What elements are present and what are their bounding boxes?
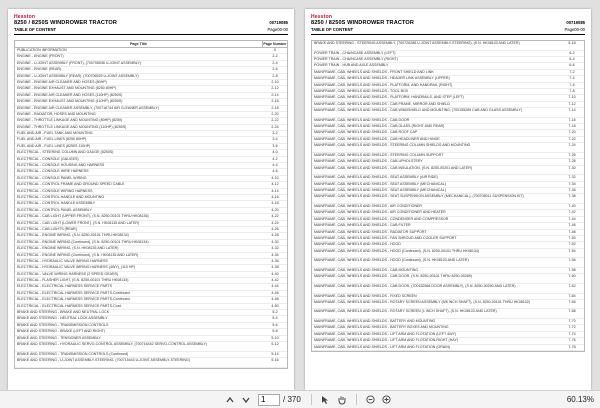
hand-icon [337, 395, 347, 405]
toc-entry-page: 4-2 [272, 156, 278, 161]
toc-entry-title: BRAKE AND STEERING - BRAKE (LEFT AND RIGHT) [17, 329, 105, 334]
toc-entry-page: 2-22 [271, 118, 279, 123]
toc-entry-title: ELECTRICAL - FLASHER LIGHT, (S.N. 8250-00101 THRU HK08134) [17, 278, 129, 283]
toc-entry-title: ELECTRICAL - CONSOLE WIRE HARNESS [17, 169, 89, 174]
toc-entry-page: 4-20 [271, 207, 279, 212]
toc-entry-title: ENGINE - ENGINE (FRONT) [17, 54, 64, 59]
toc-entry-title: BRAKE AND STEERING - HYDRAULIC SERVO-CONTROL ASSEMBLY, (700716442 SERVO-CONTROL ASSEMBLY) [17, 341, 207, 346]
toc-entry-page: 4-30 [271, 239, 279, 244]
toc-row[interactable] [312, 143, 584, 153]
toc-entry-title: ENGINE - U-JOINT ASSEMBLY (REAR), (700706525 U-JOINT ASSEMBLY) [17, 73, 139, 78]
toc-entry-title: ELECTRICAL - ENGINE WIRING, (S.N. 8250-00101 THRU HK08134) [17, 233, 129, 238]
toc-entry-title: ELECTRICAL - CONSOLE (GAUGES) [17, 156, 79, 161]
toc-entry-page: 5-12 [271, 341, 279, 346]
toc-entry-title: MAINFRAME, CAB, WHEELS AND SHIELDS - LIFT ARM AND FLOTATION-RIGHT (HAY) [314, 338, 459, 343]
toc-entry-title: MAINFRAME, CAB, WHEELS AND SHIELDS - CAB HEADLINER AND HINGE [314, 136, 440, 141]
toc-entry-page: 7-30 [568, 165, 576, 170]
toc-entry-page: 7-18 [568, 124, 576, 129]
toc-entry-title: MAINFRAME, CAB, WHEELS AND SHIELDS - CAB INSULATION, (S.N. 8250-00201 AND LATER) [314, 165, 473, 170]
toc-entry-page: 7-60 [568, 274, 576, 279]
toc-entry-title: ELECTRICAL - ENGINE WIRING (Continued), (S.N. HK08135 AND LATER) [17, 252, 139, 257]
toc-entry-page: 5-18 [568, 41, 576, 45]
toc-entry-title: MAINFRAME, CAB, WHEELS AND SHIELDS - CAB WINDSHIELD AND MOUNTING, (700155285 CAB AND GLASS ASSEMBLY) [314, 108, 523, 113]
toc-entry-page: 4-42 [271, 278, 279, 283]
toc-entry-page: 7-48 [568, 229, 576, 234]
document-title: 8250 / 8250S WINDROWER TRACTOR [14, 20, 117, 26]
toc-entry-title: ELECTRICAL - CONTROL FRAME AND GROUND SPEED CABLE [17, 182, 125, 187]
toc-entry-page: 2-18 [271, 105, 279, 110]
toc-entry-title: ENGINE - ENGINE AIR CLEANER ASSEMBLY, (700716744 AIR CLEANER ASSEMBLY) [17, 105, 160, 110]
toc-entry-title: BRAKE AND STEERING - NEUTRAL LOCK ASSEMBLY [17, 316, 108, 321]
document-subtitle: TABLE OF CONTENT [14, 27, 57, 32]
toc-entry-page: 4-0 [272, 150, 278, 155]
toc-entry-title: MAINFRAME, CAB, WHEELS AND SHIELDS - AIR CONDITIONER [314, 204, 423, 208]
toc-entry-page: 4-26 [271, 226, 279, 231]
toc-entry-page: 5-14 [271, 351, 279, 356]
toc-rows-right [312, 41, 584, 351]
toc-entry-page: 7-8 [569, 88, 575, 93]
toc-entry-page: 0 [274, 48, 276, 52]
document-code: 00719085 [566, 20, 585, 25]
toc-row[interactable] [312, 108, 584, 118]
toc-entry-title: ELECTRICAL - CAB LIGHT (UPPER FRONT), (S.N. 8250-00101 THRU HK08136) [17, 214, 149, 219]
toc-entry-title: MAINFRAME, CAB, WHEELS AND SHIELDS - SEAT ASSEMBLY (MECHANICAL) [314, 181, 446, 186]
minus-circle-icon [366, 395, 375, 404]
toc-entry-title: MAINFRAME, CAB, WHEELS AND SHIELDS - FRONT SHIELD AND LINK [314, 69, 434, 74]
toc-entry-page: 4-18 [271, 201, 279, 206]
toc-entry-page: 4-12 [271, 182, 279, 187]
header-rule [14, 34, 288, 35]
toc-entry-title: ELECTRICAL - CAB LIGHT (LOWER FRONT), (S.N. HK08135 AND LATER) [17, 220, 140, 225]
toc-entry-title: MAINFRAME, CAB, WHEELS AND SHIELDS - LIFT ARM AND FLOTATION (LEFT 4WY) [314, 331, 457, 336]
toc-entry-title: MAINFRAME, CAB, WHEELS AND SHIELDS - CAB UPHOLSTERY [314, 159, 423, 164]
toc-entry-page: 5-4 [272, 316, 278, 321]
toc-header-row [15, 41, 287, 48]
toc-entry-title: MAINFRAME, CAB, WHEELS AND SHIELDS - CAB GLASS (RIGHT AND REAR) [314, 124, 445, 129]
hand-tool-button[interactable] [334, 393, 350, 407]
toc-entry-title: MAINFRAME, CAB, WHEELS AND SHIELDS - HOOD [314, 242, 401, 247]
toc-entry-page: 7-2 [569, 69, 575, 74]
toc-entry-page: 5-8 [272, 329, 278, 334]
toc-entry-page: 4-22 [271, 214, 279, 219]
plus-circle-icon [382, 395, 391, 404]
next-page-button[interactable] [238, 393, 254, 407]
toc-entry-title: PUBLICATION INFORMATION [17, 48, 67, 52]
toc-entry-page: 7-20 [568, 130, 576, 135]
toc-entry-page: 4-44 [271, 284, 279, 289]
toc-entry-title: MAINFRAME, CAB, WHEELS AND SHIELDS - RADIATOR SUPPORT [314, 229, 427, 234]
toc-entry-page: 3-4 [272, 137, 278, 142]
toc-entry-title: MAINFRAME, CAB, WHEELS AND SHIELDS - CAB DOOR [314, 117, 410, 122]
toc-entry-page: 7-72 [568, 325, 576, 330]
toc-entry-title: MAINFRAME, CAB, WHEELS AND SHIELDS - SEAT ASSEMBLY (MECHANICAL) [314, 188, 446, 193]
toc-entry-title: POWER TRAIN - CHAINCASE ASSEMBLY (RIGHT) [314, 56, 398, 61]
toc-entry-page: 7-40 [568, 204, 576, 208]
toc-entry-title: ENGINE - U-JOINT ASSEMBLY (FRONT), (700706536 U-JOINT ASSEMBLY) [17, 60, 142, 65]
toc-entry-title: ELECTRICAL - ELECTRICAL HARNESS SERVICE PARTS-Continued [17, 290, 130, 295]
toc-entry-page: 4-4 [272, 163, 278, 168]
toc-row[interactable] [312, 194, 584, 204]
toc-entry-page: 6-4 [569, 56, 575, 61]
toc-entry-title: MAINFRAME, CAB, WHEELS AND SHIELDS - CAB FRAME, MIRROR AND SHIELD [314, 101, 450, 106]
toc-entry-page: 4-14 [271, 188, 279, 193]
toolbar-divider [311, 394, 312, 405]
toc-entry-page: 7-34 [568, 181, 576, 186]
toc-entry-title: MAINFRAME, CAB, WHEELS AND SHIELDS - CAB MOUNTING [314, 267, 419, 272]
chevron-down-icon [242, 396, 250, 404]
toc-entry-title: FUEL AND AIR - FUEL LINES (8250 80HP) [17, 137, 87, 142]
toc-entry-page: 4-10 [271, 175, 279, 180]
toc-rows-left [15, 48, 287, 368]
toc-entry-page: 4-46 [271, 290, 279, 295]
toc-row[interactable] [312, 166, 584, 176]
toc-entry-title: ELECTRICAL - STEERING COLUMN AND GAUGE (8250S) [17, 150, 114, 155]
toc-entry-page: 7-78 [568, 344, 576, 349]
toc-entry-page: 4-50 [271, 303, 279, 308]
toc-entry-page: 7-52 [568, 242, 576, 247]
toc-entry-page: 3-6 [272, 143, 278, 148]
page-total: / 370 [283, 395, 301, 404]
toc-entry-page: 7-12 [568, 101, 576, 106]
toc-entry-title: ENGINE - ENGINE (REAR) [17, 67, 62, 72]
toc-entry-page: 2-8 [272, 73, 278, 78]
document-code: 00719085 [269, 20, 288, 25]
toc-entry-page: 4-6 [272, 169, 278, 174]
toc-entry-page: 7-38 [568, 194, 576, 199]
toc-entry-title: ELECTRICAL - CONTROL PANEL ASSEMBLY [17, 207, 92, 212]
toc-entry-page: 5-6 [272, 322, 278, 327]
toc-entry-page: 5-10 [271, 335, 279, 340]
document-page-ref: Page00-00 [267, 27, 288, 32]
toc-entry-title: BRAKE AND STEERING - TENSIONER ASSEMBLY [17, 335, 101, 340]
toc-entry-title: ELECTRICAL - CONTROL HANDLE AND MOUNTING [17, 194, 105, 199]
toc-entry-title: MAINFRAME, CAB, WHEELS AND SHIELDS - STEERING COLUMN SUPPORT [314, 152, 444, 157]
toc-entry-title: BRAKE AND STEERING - TRANSMISSION CONTROLS (Continued) [17, 351, 129, 356]
toc-entry-title: ENGINE - THROTTLE LINKAGE AND MOUNTING (80HP) (8250) [17, 118, 123, 123]
toc-entry-title: ELECTRICAL - CONSOLE HOUSING AND HARNESS [17, 163, 105, 168]
toc-entry-page: 2-2 [272, 54, 278, 59]
toc-row[interactable] [312, 345, 584, 351]
toc-entry-page: 7-14 [568, 108, 576, 113]
toc-row[interactable] [15, 358, 287, 368]
toc-entry-title: ELECTRICAL - HYDRAULIC VALVE WIRING HARNESS [17, 258, 108, 263]
toc-entry-page: 4-24 [271, 220, 279, 225]
toc-entry-page: 7-28 [568, 159, 576, 164]
toc-entry-title: ELECTRICAL - HYDRAULIC VALVE WIRING HARNESS (4WY), (110 HP) [17, 265, 136, 270]
header-rule [311, 34, 585, 35]
toc-entry-title: FUEL AND AIR - FUEL TANK AND MOUNTING [17, 131, 93, 136]
toc-entry-page: 7-16 [568, 117, 576, 122]
toc-entry-page: 4-38 [271, 265, 279, 270]
toc-entry-page: 7-54 [568, 248, 576, 253]
toc-entry-title: ENGINE - ENGINE AIR CLEANER AND HOSES (110HP) (8250S) [17, 92, 123, 97]
toc-entry-page: 7-32 [568, 175, 576, 180]
toc-entry-title: ENGINE - ENGINE AIR CLEANER AND HOSES (80HP) [17, 79, 107, 84]
toc-entry-title: MAINFRAME, CAB, WHEELS AND SHIELDS - FAN SHROUD AND COOLER SUPPORT [314, 235, 457, 240]
toc-entry-page: 4-36 [271, 258, 279, 263]
toc-entry-title: BRAKE AND STEERING - BRAKE AND NEUTRAL LOCK [17, 310, 110, 315]
zoom-out-button[interactable] [363, 393, 379, 407]
toc-table [311, 40, 585, 352]
toc-entry-title: FUEL AND AIR - FUEL LINES (8250S 110HP) [17, 143, 91, 148]
toc-entry-title: MAINFRAME, CAB, WHEELS AND SHIELDS - SEAT ASSEMBLY (AIR RIDE) [314, 175, 438, 180]
toc-entry-title: MAINFRAME, CAB, WHEELS AND SHIELDS - ROTARY SCREEN ASSEMBLY (5/8 INCH SHAFT), (S.N. 8250-00101 THRU HK08102) [314, 299, 530, 304]
brand-logo: Hesston [311, 14, 333, 20]
toc-entry-page: 2-4 [272, 60, 278, 65]
toc-entry-page: 2-20 [271, 111, 279, 116]
toc-entry-page: 2-6 [272, 67, 278, 72]
toc-entry-title: MAINFRAME, CAB, WHEELS AND SHIELDS - FIXED SCREEN [314, 293, 417, 298]
toc-entry-title: MAINFRAME, CAB, WHEELS AND SHIELDS - PLATFORM, AND HANDRAIL (RIGHT) [314, 82, 453, 87]
toc-entry-title: POWER TRAIN - HUB AND AXLE ASSEMBLY [314, 63, 389, 68]
toc-entry-title: ELECTRICAL - ENGINE WIRING (Continued), (S.N. 8250-00101 THRU HK08134) [17, 239, 149, 244]
toc-entry-title: MAINFRAME, CAB, WHEELS AND SHIELDS - HOOD (Continued), (S.N. 8250-00101 THRU HK08134) [314, 248, 480, 253]
toc-entry-title: ENGINE - ENGINE EXHAUST AND MOUNTING (110HP) (8250S) [17, 99, 123, 104]
toc-entry-title: MAINFRAME, CAB, WHEELS AND SHIELDS - HOOD (Continued), (S.N. HK08103 AND LATER) [314, 258, 469, 263]
toc-entry-page: 6-6 [569, 63, 575, 68]
toc-entry-title: MAINFRAME, CAB, WHEELS AND SHIELDS - HEADER LINK ASSEMBLY (UPPER) [314, 76, 450, 81]
toc-entry-page: 6-2 [569, 50, 575, 55]
toc-entry-title: ENGINE - ENGINE EXHAUST AND MOUNTING (8250 80HP) [17, 86, 116, 91]
toc-entry-page: 7-42 [568, 210, 576, 215]
toc-row[interactable] [312, 284, 584, 294]
toc-entry-title: MAINFRAME, CAB, WHEELS AND SHIELDS - BATTERY BOXES AND MOUNTING [314, 325, 449, 330]
toc-entry-title: MAINFRAME, CAB, WHEELS AND SHIELDS - CAB DOOR, (S.N. 8250-00101 THRU 8250-00289) [314, 274, 472, 279]
toc-entry-title: ELECTRICAL - ELECTRICAL HARNESS SERVICE PARTS [17, 284, 112, 289]
zoom-level[interactable]: 60.13% [566, 395, 594, 404]
toc-entry-title: ELECTRICAL - CONSOLE PANEL WIRING [17, 175, 87, 180]
pdf-page-left [8, 9, 294, 390]
toc-entry-page: 7-44 [568, 216, 576, 221]
toc-entry-title: MAINFRAME, CAB, WHEELS AND SHIELDS - TOOL BOX [314, 88, 409, 93]
toc-entry-title: ENGINE - THROTTLE LINKAGE AND MOUNTING (110HP) (8250S) [17, 124, 127, 129]
toc-entry-page: 7-66 [568, 299, 576, 304]
toc-entry-title: MAINFRAME, CAB, WHEELS AND SHIELDS - CAB ROOF CAP [314, 130, 418, 135]
toc-entry-title: ELECTRICAL - VALVE WIRING HARNESS (2 SPEED GEARS) [17, 271, 119, 276]
toc-entry-title: MAINFRAME, CAB, WHEELS AND SHIELDS - CONDENSER AND COMPRESSOR [314, 216, 449, 221]
toc-table [14, 40, 288, 369]
toc-entry-page: 2-16 [271, 99, 279, 104]
toc-entry-page: 7-46 [568, 223, 576, 228]
toc-entry-title: MAINFRAME, CAB, WHEELS AND SHIELDS - STEERING COLUMN SHIELDS AND MOUNTING [314, 143, 471, 148]
toc-entry-title: MAINFRAME, CAB, WHEELS AND SHIELDS - CAB DOOR, (700152568 DOOR ASSEMBLY), (S.N. 8250-00290 AND LATER) [314, 283, 516, 288]
viewer-toolbar [0, 390, 600, 408]
toc-entry-title: ELECTRICAL - CAB LIGHTS (REAR) [17, 226, 77, 231]
toc-entry-title: ELECTRICAL - ELECTRICAL HARNESS SERVICE PARTS-Continued [17, 297, 130, 302]
brand-logo: Hesston [14, 14, 36, 20]
toc-entry-page: 7-62 [568, 283, 576, 288]
previous-page-button[interactable] [222, 393, 238, 407]
document-subtitle: TABLE OF CONTENT [311, 27, 354, 32]
toc-entry-page: 7-74 [568, 331, 576, 336]
toc-entry-page: 2-10 [271, 79, 279, 84]
toc-entry-page: 2-14 [271, 92, 279, 97]
document-page-ref: Page00-00 [564, 27, 585, 32]
pointer-icon [321, 395, 330, 405]
toc-entry-page: 3-2 [272, 131, 278, 136]
toc-entry-title: BRAKE AND STEERING - STEERING ASSEMBLY, (700726288 U-JOINT ASSEMBLY-STEERING), (S.N. HK08103 AND LATER) [314, 41, 520, 45]
toc-entry-page: 7-36 [568, 188, 576, 193]
toc-entry-page: 4-34 [271, 252, 279, 257]
toc-entry-page: 7-6 [569, 82, 575, 87]
pointer-tool-button[interactable] [318, 393, 334, 407]
toc-entry-page: 2-24 [271, 124, 279, 129]
toc-entry-title: POWER TRAIN - CHAINCASE ASSEMBLY (LEFT) [314, 50, 396, 55]
toolbar-divider [356, 394, 357, 405]
toc-entry-page: 5-16 [271, 357, 279, 362]
toc-entry-page: 7-26 [568, 152, 576, 157]
toc-entry-page: 7-4 [569, 76, 575, 81]
toc-entry-title: MAINFRAME, CAB, WHEELS AND SHIELDS - BATTERY AND MOUNTING [314, 319, 436, 324]
toc-entry-page: 2-12 [271, 86, 279, 91]
page-number-input[interactable] [258, 394, 280, 406]
toc-entry-page: 4-28 [271, 233, 279, 238]
toc-entry-title: MAINFRAME, CAB, WHEELS AND SHIELDS - LIFT ARM AND FLOTATION (GRAIN) [314, 344, 450, 349]
toc-row[interactable] [312, 41, 584, 51]
toc-entry-page: 4-32 [271, 246, 279, 251]
toc-entry-title: ENGINE - RADIATOR, HOSES AND MOUNTING [17, 111, 96, 116]
toc-entry-page: 7-58 [568, 267, 576, 272]
toc-header-page: Page Number [263, 42, 287, 46]
toc-entry-page: 7-24 [568, 143, 576, 148]
toc-entry-page: 5-2 [272, 310, 278, 315]
toc-row[interactable] [312, 300, 584, 310]
toc-entry-title: BRAKE AND STEERING - U-JOINT ASSEMBLY-STEERING, (700715443 U-JOINT ASSEMBLY-STEERING) [17, 357, 191, 362]
toc-row[interactable] [15, 342, 287, 352]
toc-entry-title: ELECTRICAL - CONTROL HANDLE ASSEMBLY [17, 201, 96, 206]
toc-row[interactable] [312, 309, 584, 319]
toc-entry-page: 7-76 [568, 338, 576, 343]
toc-entry-page: 7-68 [568, 309, 576, 314]
toc-row[interactable] [312, 249, 584, 259]
toc-entry-title: BRAKE AND STEERING - TRANSMISSION CONTROLS [17, 322, 109, 327]
toc-entry-title: MAINFRAME, CAB, WHEELS AND SHIELDS - CAB FILTER [314, 223, 411, 228]
toc-entry-page: 7-10 [568, 95, 576, 100]
toc-row[interactable] [312, 258, 584, 268]
toc-entry-page: 7-64 [568, 293, 576, 298]
toc-entry-page: 7-70 [568, 319, 576, 324]
toc-entry-title: MAINFRAME, CAB, WHEELS AND SHIELDS - SEAT SUSPENSION ASSEMBLY (MECHANICAL), (700708011 SUSPENSION KIT) [314, 194, 524, 199]
toc-entry-page: 7-22 [568, 136, 576, 141]
chevron-up-icon [226, 396, 234, 404]
zoom-in-button[interactable] [379, 393, 395, 407]
toc-entry-title: MAINFRAME, CAB, WHEELS AND SHIELDS - AIR CONDITIONER AND HEATER [314, 210, 446, 215]
toc-header-title: Page Title [130, 42, 147, 46]
toc-entry-page: 4-48 [271, 297, 279, 302]
toc-row[interactable] [312, 274, 584, 284]
toc-entry-title: ELECTRICAL - ENGINE WIRING, (S.N. HK08135 AND LATER) [17, 246, 119, 251]
toc-entry-title: MAINFRAME, CAB, WHEELS AND SHIELDS - PLATFORM, HANDRAILS, AND STEP (LEFT) [314, 95, 464, 100]
toc-entry-page: 7-50 [568, 235, 576, 240]
toc-entry-title: ELECTRICAL - ELECTRICAL HARNESS SERVICE PARTS-Cont. [17, 303, 122, 308]
page-navigator [258, 394, 301, 406]
toc-entry-page: 4-16 [271, 194, 279, 199]
document-title: 8250 / 8250S WINDROWER TRACTOR [311, 20, 414, 26]
toc-entry-page: 7-56 [568, 258, 576, 263]
toc-entry-title: ELECTRICAL - CONSOLE WIRING HARNESS [17, 188, 93, 193]
toc-entry-page: 4-40 [271, 271, 279, 276]
toc-entry-title: MAINFRAME, CAB, WHEELS AND SHIELDS - ROTARY SCREEN (1 INCH SHAFT), (S.N. HK08103 AND LATER) [314, 309, 497, 314]
pdf-page-right [305, 9, 591, 390]
